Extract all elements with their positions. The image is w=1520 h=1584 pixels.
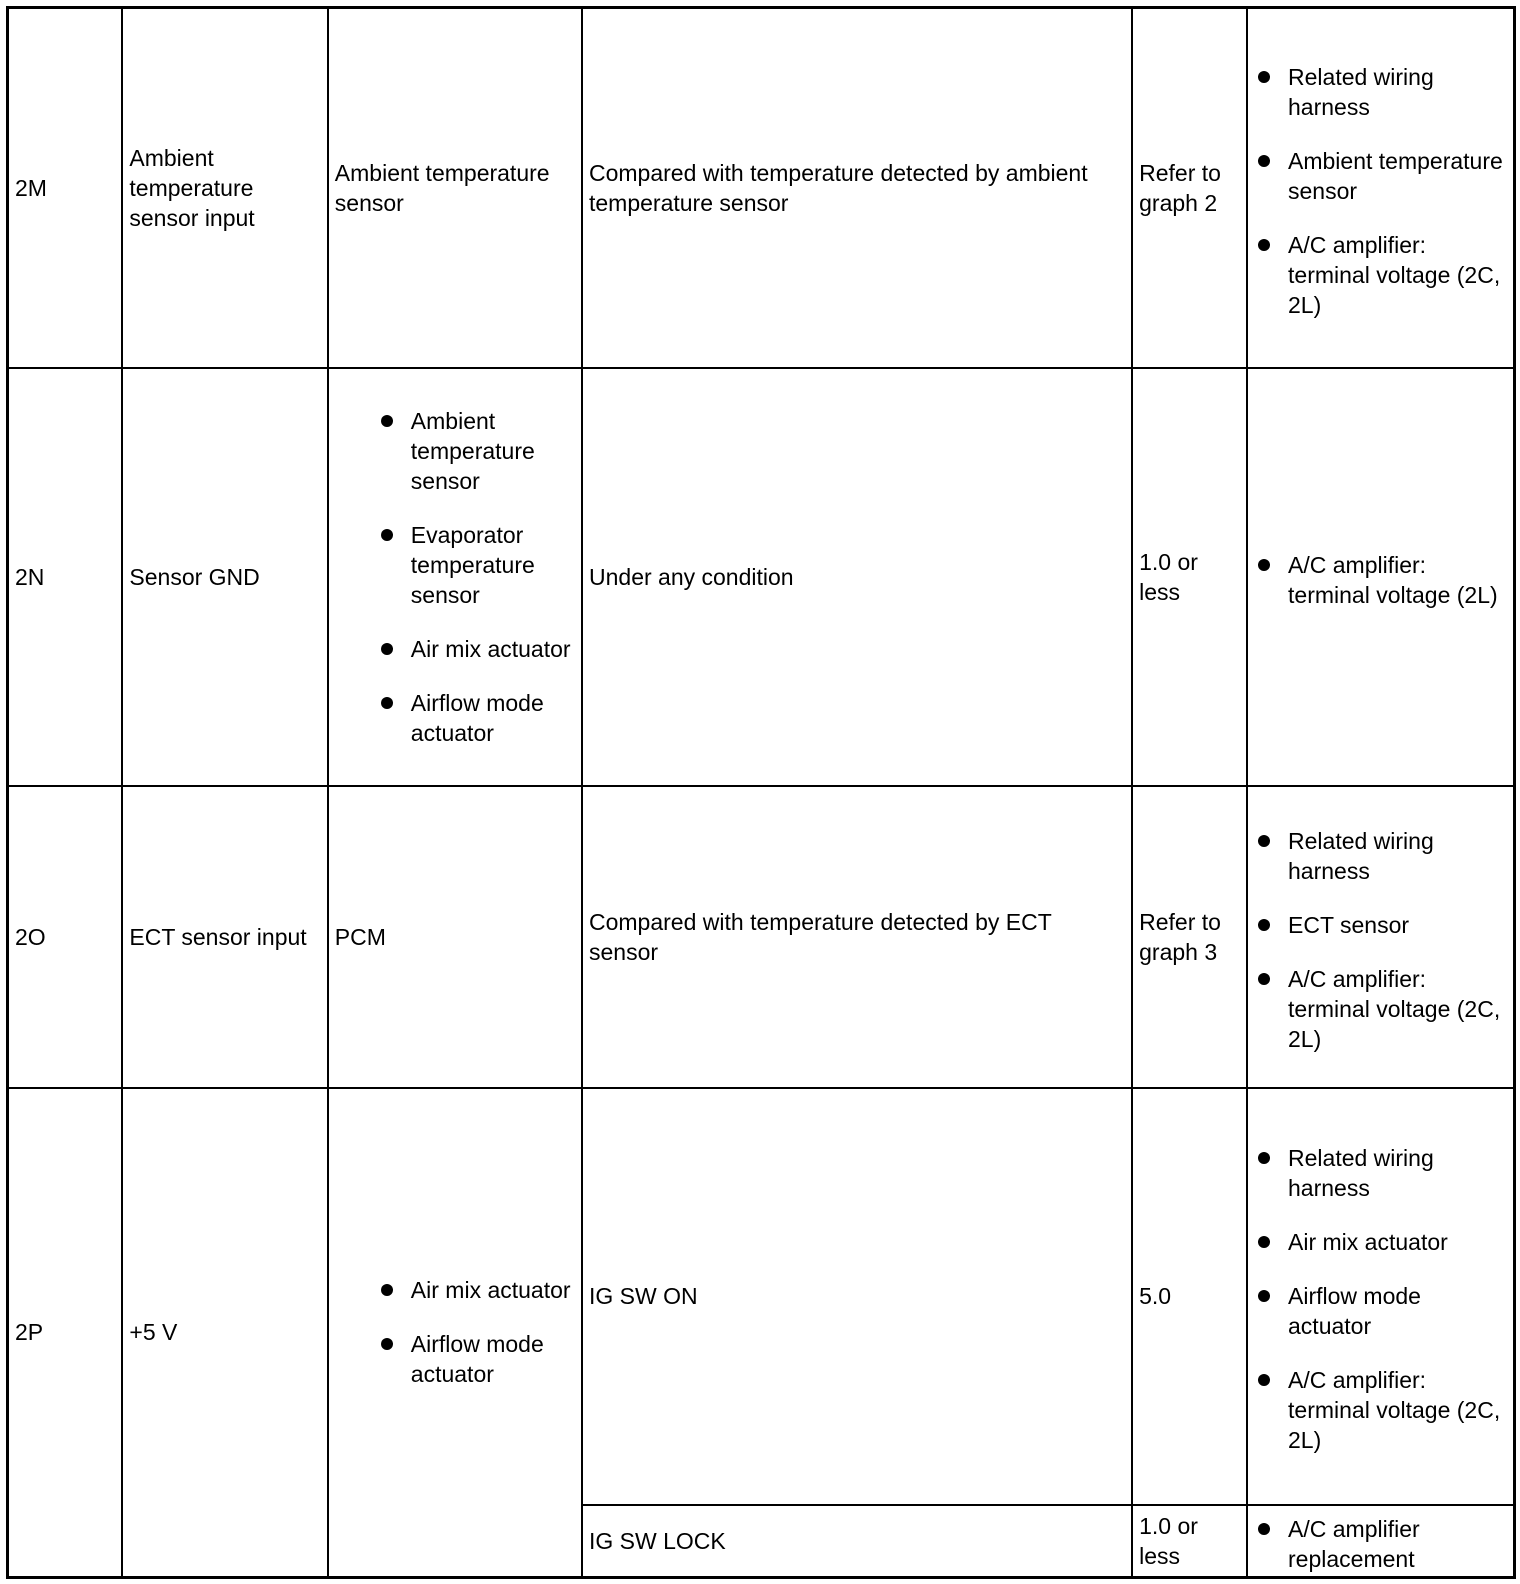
bullet-icon [1258,1152,1270,1164]
signal-cell: +5 V [122,1088,327,1578]
bullet-icon [381,697,393,709]
connected-to-cell: Ambient temperature sensor [328,8,582,368]
table-row [8,368,1515,786]
action-cell [1247,1088,1514,1505]
bullet-icon [381,529,393,541]
signal-cell: Ambient temperature sensor input [122,8,327,368]
signal-cell: Sensor GND [122,368,327,786]
bullet-icon [1258,973,1270,985]
bullet-icon [1258,155,1270,167]
list-item: A/C amplifier: terminal voltage (2C, 2L) [1254,230,1507,320]
list-item: Related wiring harness [1254,826,1507,886]
terminal-cell: 2O [8,786,123,1088]
bullet-icon [381,1284,393,1296]
list-item: Airflow mode actuator [1254,1281,1507,1341]
bullet-icon [1258,1374,1270,1386]
list-item: Air mix actuator [1254,1227,1507,1257]
voltage-cell: Refer to graph 2 [1132,8,1247,368]
list-item: A/C amplifier: terminal voltage (2L) [1254,550,1507,610]
test-condition-cell: IG SW LOCK [582,1505,1132,1578]
bullet-icon [381,643,393,655]
list-item: A/C amplifier: terminal voltage (2C, 2L) [1254,1365,1507,1455]
list-item: Airflow mode actuator [377,688,575,748]
voltage-cell: Refer to graph 3 [1132,786,1247,1088]
bullet-icon [1258,71,1270,83]
test-condition-cell: IG SW ON [582,1088,1132,1505]
table-row [8,1088,1515,1505]
action-cell [1247,786,1514,1088]
bullet-icon [1258,1236,1270,1248]
test-condition-cell: Compared with temperature detected by ECT sensor [582,786,1132,1088]
list-item: Ambient temperature sensor [1254,146,1507,206]
list-item: Ambient temperature sensor [377,406,575,496]
list-item: Evaporator temperature sensor [377,520,575,610]
connected-to-cell: PCM [328,786,582,1088]
terminal-cell: 2N [8,368,123,786]
bullet-icon [1258,1523,1270,1535]
list-item: ECT sensor [1254,910,1507,940]
bullet-icon [381,1338,393,1350]
test-condition-cell: Under any condition [582,368,1132,786]
connected-to-cell [328,368,582,786]
voltage-cell: 1.0 or less [1132,368,1247,786]
bullet-icon [1258,835,1270,847]
list-item: A/C amplifier replacement [1254,1514,1507,1574]
action-cell [1247,8,1514,368]
action-cell [1247,1505,1514,1578]
list-item: Airflow mode actuator [377,1329,575,1389]
list-item: Air mix actuator [377,1275,575,1305]
table-row [8,786,1515,1088]
bullet-icon [1258,559,1270,571]
bullet-icon [381,415,393,427]
bullet-icon [1258,239,1270,251]
connected-to-cell [328,1088,582,1578]
terminal-cell: 2M [8,8,123,368]
action-cell [1247,368,1514,786]
signal-cell: ECT sensor input [122,786,327,1088]
voltage-cell: 5.0 [1132,1088,1247,1505]
list-item: A/C amplifier: terminal voltage (2C, 2L) [1254,964,1507,1054]
terminal-cell: 2P [8,1088,123,1578]
table-row [8,8,1515,368]
list-item: Related wiring harness [1254,62,1507,122]
voltage-cell: 1.0 or less [1132,1505,1247,1578]
test-condition-cell: Compared with temperature detected by ambient temperature sensor [582,8,1132,368]
bullet-icon [1258,919,1270,931]
list-item: Related wiring harness [1254,1143,1507,1203]
list-item: Air mix actuator [377,634,575,664]
bullet-icon [1258,1290,1270,1302]
terminal-voltage-table [6,6,1516,1579]
